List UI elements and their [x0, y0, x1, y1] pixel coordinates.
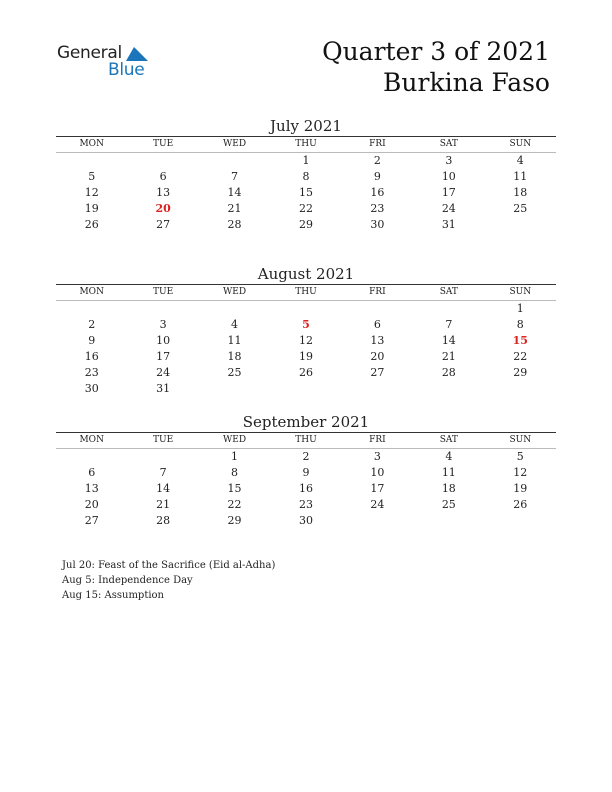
weekday-header: FRI	[342, 137, 413, 153]
day-cell: 24	[441, 202, 456, 215]
day-cell: 16	[84, 350, 99, 363]
empty-day-cell	[56, 153, 127, 170]
weekday-header: MON	[56, 285, 127, 301]
day-cell: 21	[441, 350, 456, 363]
weekday-header: SAT	[413, 285, 484, 301]
day-cell: 28	[227, 218, 242, 231]
week-row	[56, 333, 556, 349]
day-cell: 9	[88, 334, 96, 347]
weekday-header: SAT	[413, 433, 484, 449]
empty-day-cell	[270, 381, 341, 397]
day-cell: 23	[370, 202, 385, 215]
day-cell: 11	[227, 334, 242, 347]
day-cell: 29	[227, 514, 242, 527]
empty-day-cell	[199, 381, 270, 397]
day-cell: 10	[441, 170, 456, 183]
day-cell: 16	[298, 482, 313, 495]
weekday-header: THU	[270, 433, 341, 449]
page-title	[322, 36, 550, 98]
day-cell: 17	[370, 482, 385, 495]
day-cell: 31	[441, 218, 456, 231]
weekday-header: TUE	[127, 137, 198, 153]
day-cell: 10	[370, 466, 385, 479]
week-row	[56, 381, 556, 397]
day-cell: 17	[441, 186, 456, 199]
day-cell: 17	[156, 350, 171, 363]
day-cell: 29	[298, 218, 313, 231]
month-name: July 2021	[270, 117, 342, 135]
day-cell: 29	[513, 366, 528, 379]
day-cell: 20	[370, 350, 385, 363]
day-cell: 30	[298, 514, 313, 527]
day-cell: 5	[516, 450, 524, 463]
day-cell: 26	[513, 498, 528, 511]
day-cell: 19	[84, 202, 99, 215]
day-cell: 24	[156, 366, 171, 379]
logo-flag-icon	[126, 45, 148, 61]
day-cell: 11	[513, 170, 528, 183]
month-grid	[56, 285, 556, 397]
weekday-header: SUN	[485, 433, 556, 449]
month-grid	[56, 433, 556, 529]
day-cell: 18	[227, 350, 242, 363]
empty-day-cell	[56, 301, 127, 318]
day-cell: 3	[159, 318, 167, 331]
title-quarter: Quarter 3 of 2021	[322, 37, 550, 66]
day-cell: 3	[373, 450, 381, 463]
day-cell: 15	[298, 186, 313, 199]
empty-day-cell	[270, 301, 341, 318]
holiday-note: Aug 5: Independence Day	[62, 575, 193, 586]
day-cell: 11	[441, 466, 456, 479]
day-cell: 23	[298, 498, 313, 511]
day-cell: 1	[516, 302, 524, 315]
empty-day-cell	[342, 513, 413, 529]
week-row	[56, 217, 556, 233]
week-row	[56, 301, 556, 318]
day-cell: 13	[156, 186, 171, 199]
day-cell: 18	[441, 482, 456, 495]
weekday-header: SUN	[485, 137, 556, 153]
day-cell: 5	[302, 318, 310, 331]
month-august	[56, 264, 556, 397]
week-row	[56, 349, 556, 365]
day-cell: 2	[373, 154, 381, 167]
day-cell: 8	[302, 170, 310, 183]
day-cell: 18	[513, 186, 528, 199]
empty-day-cell	[56, 449, 127, 466]
holiday-notes	[62, 558, 275, 603]
day-cell: 30	[84, 382, 99, 395]
day-cell: 20	[155, 202, 171, 215]
month-name: August 2021	[257, 265, 355, 283]
title-country: Burkina Faso	[383, 68, 550, 97]
empty-day-cell	[342, 301, 413, 318]
week-row	[56, 497, 556, 513]
day-cell: 20	[84, 498, 99, 511]
week-row	[56, 513, 556, 529]
empty-day-cell	[485, 513, 556, 529]
weekday-header: THU	[270, 285, 341, 301]
day-cell: 22	[513, 350, 528, 363]
logo-general-text: General	[57, 43, 122, 63]
holiday-note: Jul 20: Feast of the Sacrifice (Eid al-Adha)	[62, 560, 276, 571]
day-cell: 7	[445, 318, 453, 331]
weekday-header: WED	[199, 285, 270, 301]
day-cell: 25	[227, 366, 242, 379]
day-cell: 2	[88, 318, 96, 331]
day-cell: 26	[84, 218, 99, 231]
empty-day-cell	[485, 217, 556, 233]
day-cell: 22	[227, 498, 242, 511]
empty-day-cell	[413, 301, 484, 318]
weekday-header: WED	[199, 433, 270, 449]
week-row	[56, 449, 556, 466]
weekday-header: SAT	[413, 137, 484, 153]
day-cell: 31	[156, 382, 171, 395]
empty-day-cell	[342, 381, 413, 397]
week-row	[56, 153, 556, 170]
day-cell: 12	[513, 466, 528, 479]
day-cell: 23	[84, 366, 99, 379]
day-cell: 6	[373, 318, 381, 331]
day-cell: 22	[298, 202, 313, 215]
weekday-header: TUE	[127, 433, 198, 449]
day-cell: 19	[298, 350, 313, 363]
day-cell: 1	[302, 154, 310, 167]
day-cell: 25	[441, 498, 456, 511]
day-cell: 10	[156, 334, 171, 347]
day-cell: 14	[156, 482, 171, 495]
week-row	[56, 185, 556, 201]
week-row	[56, 201, 556, 217]
day-cell: 4	[231, 318, 239, 331]
month-july	[56, 116, 556, 233]
day-cell: 15	[512, 334, 528, 347]
day-cell: 28	[156, 514, 171, 527]
day-cell: 5	[88, 170, 96, 183]
empty-day-cell	[485, 381, 556, 397]
day-cell: 12	[84, 186, 99, 199]
day-cell: 27	[370, 366, 385, 379]
day-cell: 13	[370, 334, 385, 347]
empty-day-cell	[413, 513, 484, 529]
day-cell: 25	[513, 202, 528, 215]
day-cell: 2	[302, 450, 310, 463]
day-cell: 21	[156, 498, 171, 511]
day-cell: 7	[231, 170, 239, 183]
day-cell: 8	[231, 466, 239, 479]
day-cell: 6	[159, 170, 167, 183]
day-cell: 30	[370, 218, 385, 231]
week-row	[56, 481, 556, 497]
weekday-header: SUN	[485, 285, 556, 301]
week-row	[56, 169, 556, 185]
empty-day-cell	[413, 381, 484, 397]
day-cell: 6	[88, 466, 96, 479]
day-cell: 27	[156, 218, 171, 231]
holiday-note: Aug 15: Assumption	[62, 590, 165, 601]
weekday-header: MON	[56, 137, 127, 153]
week-row	[56, 365, 556, 381]
day-cell: 14	[227, 186, 242, 199]
empty-day-cell	[127, 301, 198, 318]
weekday-header: FRI	[342, 285, 413, 301]
day-cell: 14	[441, 334, 456, 347]
day-cell: 4	[516, 154, 524, 167]
day-cell: 16	[370, 186, 385, 199]
week-row	[56, 465, 556, 481]
month-september	[56, 412, 556, 529]
empty-day-cell	[199, 301, 270, 318]
weekday-header: TUE	[127, 285, 198, 301]
day-cell: 28	[441, 366, 456, 379]
day-cell: 9	[302, 466, 310, 479]
day-cell: 7	[159, 466, 167, 479]
day-cell: 26	[298, 366, 313, 379]
day-cell: 24	[370, 498, 385, 511]
day-cell: 21	[227, 202, 242, 215]
day-cell: 1	[231, 450, 239, 463]
day-cell: 8	[516, 318, 524, 331]
generalblue-logo	[57, 43, 157, 83]
day-cell: 12	[298, 334, 313, 347]
day-cell: 15	[227, 482, 242, 495]
weekday-header: THU	[270, 137, 341, 153]
empty-day-cell	[127, 153, 198, 170]
month-grid	[56, 137, 556, 233]
day-cell: 4	[445, 450, 453, 463]
day-cell: 27	[84, 514, 99, 527]
day-cell: 19	[513, 482, 528, 495]
day-cell: 9	[373, 170, 381, 183]
empty-day-cell	[127, 449, 198, 466]
day-cell: 3	[445, 154, 453, 167]
week-row	[56, 317, 556, 333]
weekday-header: MON	[56, 433, 127, 449]
weekday-header: WED	[199, 137, 270, 153]
weekday-header: FRI	[342, 433, 413, 449]
day-cell: 13	[84, 482, 99, 495]
empty-day-cell	[199, 153, 270, 170]
month-name: September 2021	[242, 413, 370, 431]
logo-blue-text: Blue	[108, 60, 145, 80]
